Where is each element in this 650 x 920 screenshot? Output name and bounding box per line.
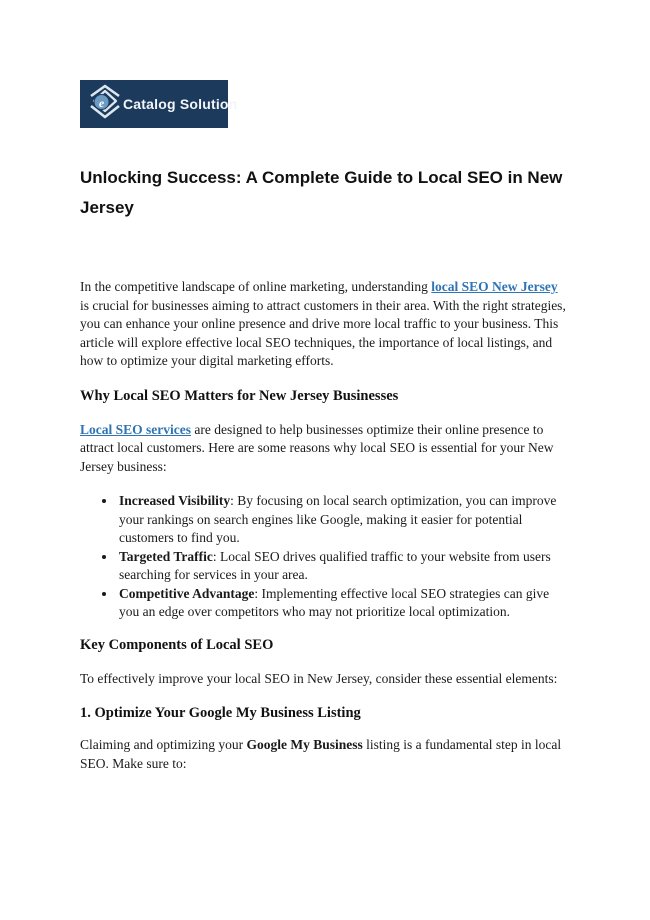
body-text: Claiming and optimizing your [80, 737, 247, 752]
text-link[interactable]: Local SEO services [80, 421, 191, 437]
article-body [80, 278, 570, 773]
subsection-heading-gmb: 1. Optimize Your Google My Business Listing [80, 705, 361, 721]
why-paragraph [80, 421, 570, 477]
intro-paragraph [80, 278, 570, 371]
list-item [117, 492, 570, 548]
body-text: is crucial for businesses aiming to attract customers in their area. With the right strategies, you can enhance your online presence and drive more local traffic to your business. This article will explore effective local SEO techniques, the importance of local listings, and how to optimize your digital marketing efforts. [80, 297, 566, 368]
list-item [117, 585, 570, 622]
body-text: are designed to help businesses optimize their online presence to attract local customers. Here are some reasons why local SEO is essential for your New Jersey business: [80, 421, 554, 474]
body-text: listing is a fundamental step in local SEO. Make sure to: [80, 737, 562, 771]
key-components-paragraph [80, 670, 570, 689]
bold-text: Increased Visibility [119, 493, 231, 508]
section-heading-key-components: Key Components of Local SEO [80, 636, 274, 653]
body-text: : By focusing on local search optimization, you can improve your rankings on search engines like Google, making it easier for potential customers to find you. [119, 493, 557, 545]
list-item [117, 548, 570, 585]
company-logo [80, 80, 238, 128]
benefits-list [80, 492, 570, 622]
body-text: To effectively improve your local SEO in New Jersey, consider these essential elements: [80, 670, 558, 686]
bold-text: Google My Business [246, 737, 363, 752]
svg-text:e: e [98, 95, 105, 110]
gmb-paragraph [80, 736, 570, 773]
bold-text: Competitive Advantage [119, 585, 255, 601]
section-heading-why: Why Local SEO Matters for New Jersey Businesses [80, 387, 399, 404]
body-text: : Local SEO drives qualified traffic to your website from users searching for services in your area. [119, 548, 551, 582]
logo-text: Catalog Solution [123, 96, 238, 112]
e-diamond-logo-icon [84, 81, 126, 128]
body-text: In the competitive landscape of online marketing, understanding [80, 279, 432, 294]
text-link[interactable]: local SEO New Jersey [431, 279, 558, 294]
page-title: Unlocking Success: A Complete Guide to Local SEO in New Jersey [80, 168, 563, 217]
bold-text: Targeted Traffic [119, 548, 213, 564]
body-text: : Implementing effective local SEO strategies can give you an edge over competitors who may not prioritize local optimization. [119, 585, 550, 619]
